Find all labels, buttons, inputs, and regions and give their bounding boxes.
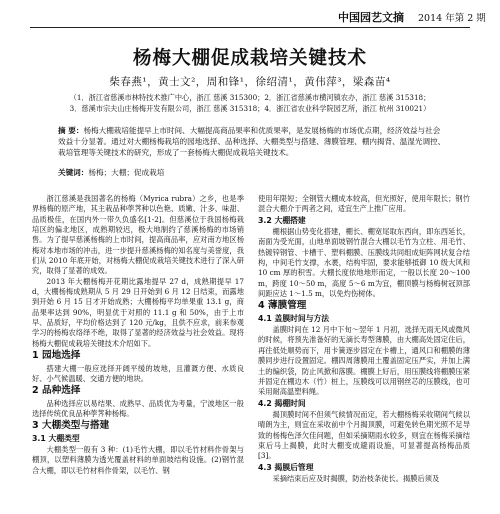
body-paragraph: 盖膜时间在 12 月中下旬～翌年 1 月初，选择无雨无风或微风的时候，将预先准备好的无滴长寿型薄膜，由大棚高处固定住后，再往低处顺势而下，用卡簧逐步固定在卡槽上，通风口和棚膜的薄膜同步进行设置固定。棚四周薄膜用土覆盖固定压严实，并加上满土的编织袋，防止风掀和落膜。棚膜上好后，用压膜线将棚膜压紧并固定在棚边木（竹）桩上，压膜线可以用钢丝芯的压膜线，也可采用耐高温塑料绳。 bbox=[258, 325, 470, 397]
body-paragraph: 大棚类型一般有 3 种：(1)毛竹大棚，即以毛竹材料作骨架与棚顶，以塑料薄膜为透光覆盖材料的单面坡结构设施。(2)钢竹混合大棚，即以毛竹材料作骨架，以毛竹、钢 bbox=[32, 444, 244, 475]
affiliation-line-1: （1．浙江省慈溪市林特技术推广中心，浙江 慈溪 315300；2．浙江省慈溪市横河镇农办，浙江 慈溪 315318； bbox=[69, 93, 431, 102]
abstract-label: 摘 要： bbox=[58, 126, 84, 135]
journal-name: 中国园艺文摘 bbox=[338, 11, 404, 24]
body-paragraph: 棚根据山势变化搭建，棚长、棚宽尾取东西向，即东西延长，南面为受光面，山地单面坡钢竹混合大棚以毛竹为立柱、用毛竹、热镀锌钢管、卡槽干、塑料棚膜、压膜线共同组成矩阵网状复合结构，中间毛竹支撑，水裹，结构牢固，要求能够抵御 10 级大风和 10 cm 厚的积雪。大棚长度依地地形而定，一般以长度 20～100 m，跨度 10～50 m，高度 5～6 m为宜，棚顶膜与杨梅树冠顶部间距应达 1～1.5 m，以免灼伤树体。 bbox=[258, 227, 470, 299]
abstract bbox=[58, 125, 446, 158]
right-column bbox=[258, 194, 470, 484]
body-paragraph: 使用年限短；全钢管大棚成本较高，但光照好，使用年限长；钢竹混合大棚介于两者之间，适宜生产上推广应用。 bbox=[258, 194, 470, 214]
body-paragraph: 品种选择应以易结果、成熟早、品质优为考量，宁波地区一般选择传统优良品种荸荠种杨梅。 bbox=[32, 398, 244, 418]
body-paragraph: 2013 年大棚杨梅开花期比露地提早 27 d，成熟期提早 17 d，大棚杨梅成熟期从 5 月 29 日开始到 6 月 12 日结束，而露地到开始 6 月 15 日才开始成熟；大棚杨梅平均单果重 13.1 g，商品果率达到 90%，明显优于对照的 11.1 g 和 50%，由于上市早、品质好，平均价格达到了 120 元/kg，且供不应求，前来参观学习的杨梅农络绎不绝，取得了显著的经济效益与社会效益。现将杨梅大棚促成栽培关键技术介绍如下。 bbox=[32, 276, 244, 348]
abstract-text: 杨梅大棚栽培能提早上市时间、大幅提高商品果率和优质果率，是发展杨梅的市场优点期，经济效益与社会效益十分显著。通过对大棚杨梅栽培的园地选择、品种选择、大棚类型与搭建、薄膜管理、棚内揭背、温湿光调控、栽培管理等关键技术的研究，形成了一套杨梅大棚促成栽培关键技术。 bbox=[58, 126, 446, 157]
section-heading: 4 薄膜管理 bbox=[258, 300, 307, 312]
running-header bbox=[0, 0, 500, 30]
keywords-text: 杨梅；大棚；促成栽培 bbox=[88, 168, 165, 177]
issue-number: 2014 年第 2 期 bbox=[418, 13, 486, 24]
affiliation-line-2: 3．慈溪市宗夫山庄杨梅开发有限公司，浙江 慈溪 315318；4．浙江省农业科学院园艺所，浙江 杭州 310021） bbox=[69, 104, 431, 113]
section-heading: 1 园地选择 bbox=[32, 350, 81, 362]
header-rule bbox=[30, 27, 470, 28]
subsection-heading: 3.2 大棚搭建 bbox=[258, 215, 306, 225]
body-paragraph: 采摘结束后应及时揭膜，防治枝条徒长。揭膜后须及 bbox=[272, 473, 440, 483]
left-column bbox=[32, 194, 244, 476]
article-title: 杨梅大棚促成栽培关键技术 bbox=[132, 48, 367, 69]
subsection-heading: 3.1 大棚类型 bbox=[32, 433, 80, 443]
section-heading: 2 品种选择 bbox=[32, 385, 81, 397]
keywords bbox=[58, 167, 446, 178]
subsection-heading: 4.1 盖膜时间与方法 bbox=[258, 313, 330, 323]
author-list: 柴春燕¹，黄士文²，周和锋¹，徐绍清¹，黄伟萍³，梁森苗⁴ bbox=[109, 76, 391, 88]
keywords-label: 关键词： bbox=[58, 168, 89, 177]
body-paragraph: 搭建大棚一般应选择开阔平缓的坡地，且灌溉方便、水质良好、小气候温暖、交通方便的地块。 bbox=[32, 363, 244, 383]
subsection-heading: 4.2 揭棚时间 bbox=[258, 398, 306, 408]
section-heading: 3 大棚类型与搭建 bbox=[32, 420, 110, 432]
body-paragraph: 浙江慈溪是我国著名的杨梅（Myrica rubra）之乡，也是季界杨梅的原产地，其主栽品种荸荠种以色艳、质嫩、汁多、味甜、品质极佳，在国内外一带久负盛名[1-2]。但慈溪位于我国杨梅栽培区的偏北地区，成熟期较迟，极大地制约了慈溪杨梅的市场销售。为了提早慈溪杨梅的上市时间，提高商品率，应对南方地区杨梅对本地市场的冲击，进一步提升慈溪杨梅的知名度与美誉度，我们从 2010 年底开始，对杨梅大棚促成栽培关键技术进行了深入研究，取得了显著的成效。 bbox=[32, 194, 244, 276]
subsection-heading: 4.3 揭膜后管理 bbox=[258, 462, 314, 472]
body-paragraph: 揭顶膜时间不但须气候情况而定，若大棚杨梅采收期间气候以晴朗为主，则宜在采收前中个月揭顶膜，可避免转色期光照不足导致的杨梅色泽欠佳问题，但如采摘期雨水较多，则宜在杨梅采摘结束后马上揭膜，此时大棚变成避雨设施，可显著提高杨梅品质[3]。 bbox=[258, 409, 470, 461]
